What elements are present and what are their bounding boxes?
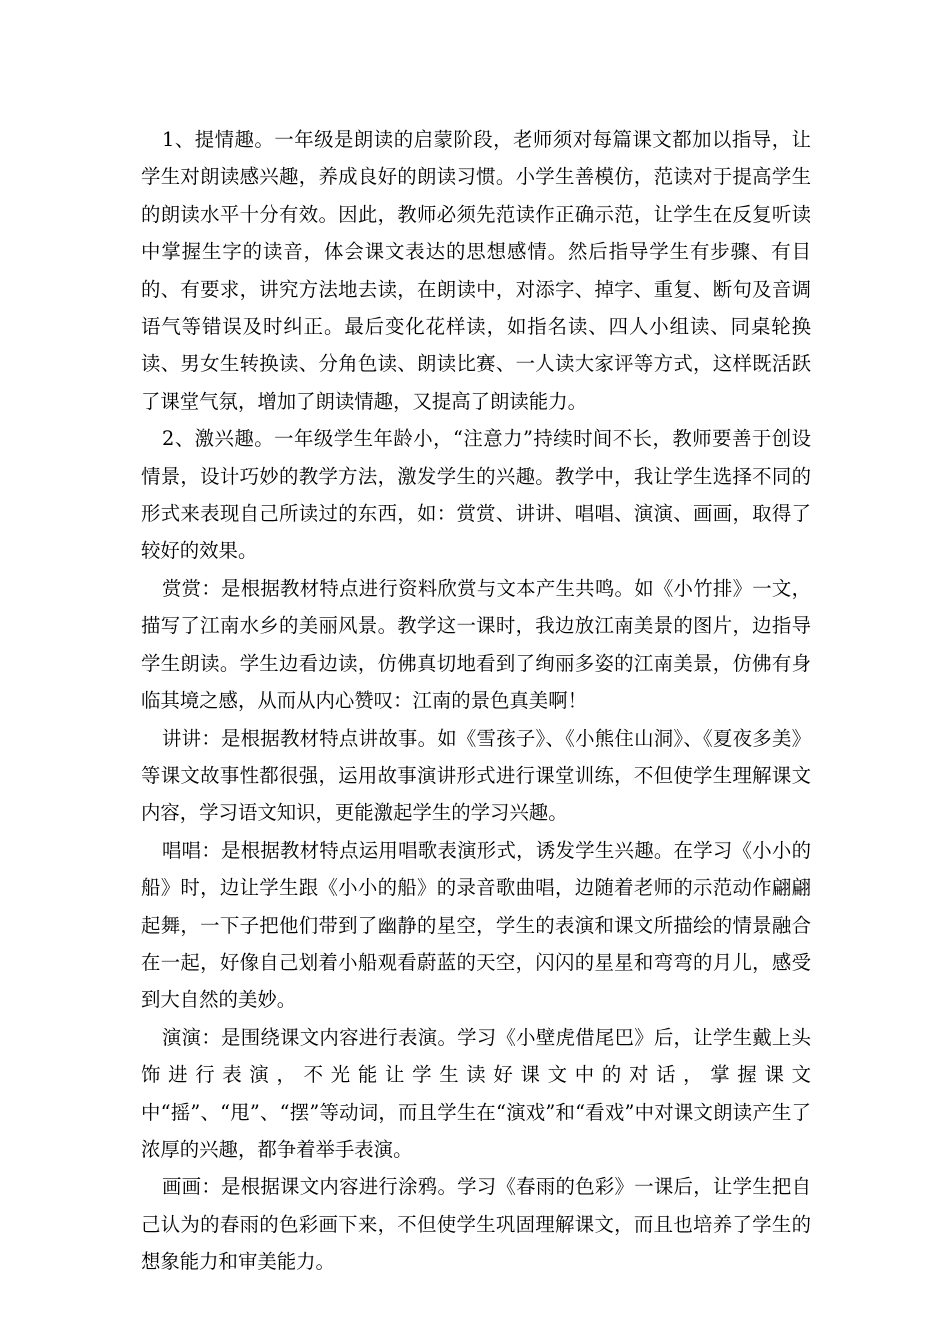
- paragraph-reading-interest: 1、提情趣。一年级是朗读的启蒙阶段，老师须对每篇课文都加以指导，让学生对朗读感兴趣，养成良好的朗读习惯。小学生善模仿，范读对于提高学生的朗读水平十分有效。因此，教师必须先范读作正确示范，让学生在反复听读中掌握生字的读音，体会课文表达的思想感情。然后指导学生有步骤、有目的、有要求，讲究方法地去读，在朗读中，对添字、掉字、重复、断句及音调语气等错误及时纠正。最后变化花样读，如指名读、四人小组读、同桌轮换读、男女生转换读、分角色读、朗读比赛、一人读大家评等方式，这样既活跃了课堂气氛，增加了朗读情趣，又提高了朗读能力。: [141, 128, 811, 413]
- document-body: [141, 121, 811, 1281]
- paragraph-storytelling: 讲讲：是根据教材特点讲故事。如《雪孩子》、《小熊住山洞》、《夏夜多美》等课文故事性都很强，运用故事演讲形式进行课堂训练，不但使学生理解课文内容，学习语文知识，更能激起学生的学习兴趣。: [141, 726, 811, 825]
- paragraph-drawing: 画画：是根据课文内容进行涂鸦。学习《春雨的色彩》一课后，让学生把自己认为的春雨的色彩画下来，不但使学生巩固理解课文，而且也培养了学生的想象能力和审美能力。: [141, 1175, 811, 1274]
- paragraph-stimulate-interest: 2、激兴趣。一年级学生年龄小，“注意力”持续时间不长，教师要善于创设情景，设计巧妙的教学方法，激发学生的兴趣。教学中，我让学生选择不同的形式来表现自己所读过的东西，如：赏赏、讲讲、唱唱、演演、画画，取得了较好的效果。: [141, 427, 811, 563]
- paragraph-acting: 演演：是围绕课文内容进行表演。学习《小壁虎借尾巴》后，让学生戴上头饰进行表演，不光能让学生读好课文中的对话，掌握课文中“摇”、“甩”、“摆”等动词，而且学生在“演戏”和“看戏”中对课文朗读产生了浓厚的兴趣，都争着举手表演。: [141, 1025, 811, 1161]
- paragraph-singing: 唱唱：是根据教材特点运用唱歌表演形式，诱发学生兴趣。在学习《小小的船》时，边让学生跟《小小的船》的录音歌曲唱，边随着老师的示范动作翩翩起舞，一下子把他们带到了幽静的星空，学生的表演和课文所描绘的情景融合在一起，好像自己划着小船观看蔚蓝的天空，闪闪的星星和弯弯的月儿，感受到大自然的美妙。: [141, 838, 811, 1012]
- paragraph-appreciate: 赏赏：是根据教材特点进行资料欣赏与文本产生共鸣。如《小竹排》一文，描写了江南水乡的美丽风景。教学这一课时，我边放江南美景的图片，边指导学生朗读。学生边看边读，仿佛真切地看到了绚丽多姿的江南美景，仿佛有身临其境之感，从而从内心赞叹：江南的景色真美啊！: [141, 576, 811, 713]
